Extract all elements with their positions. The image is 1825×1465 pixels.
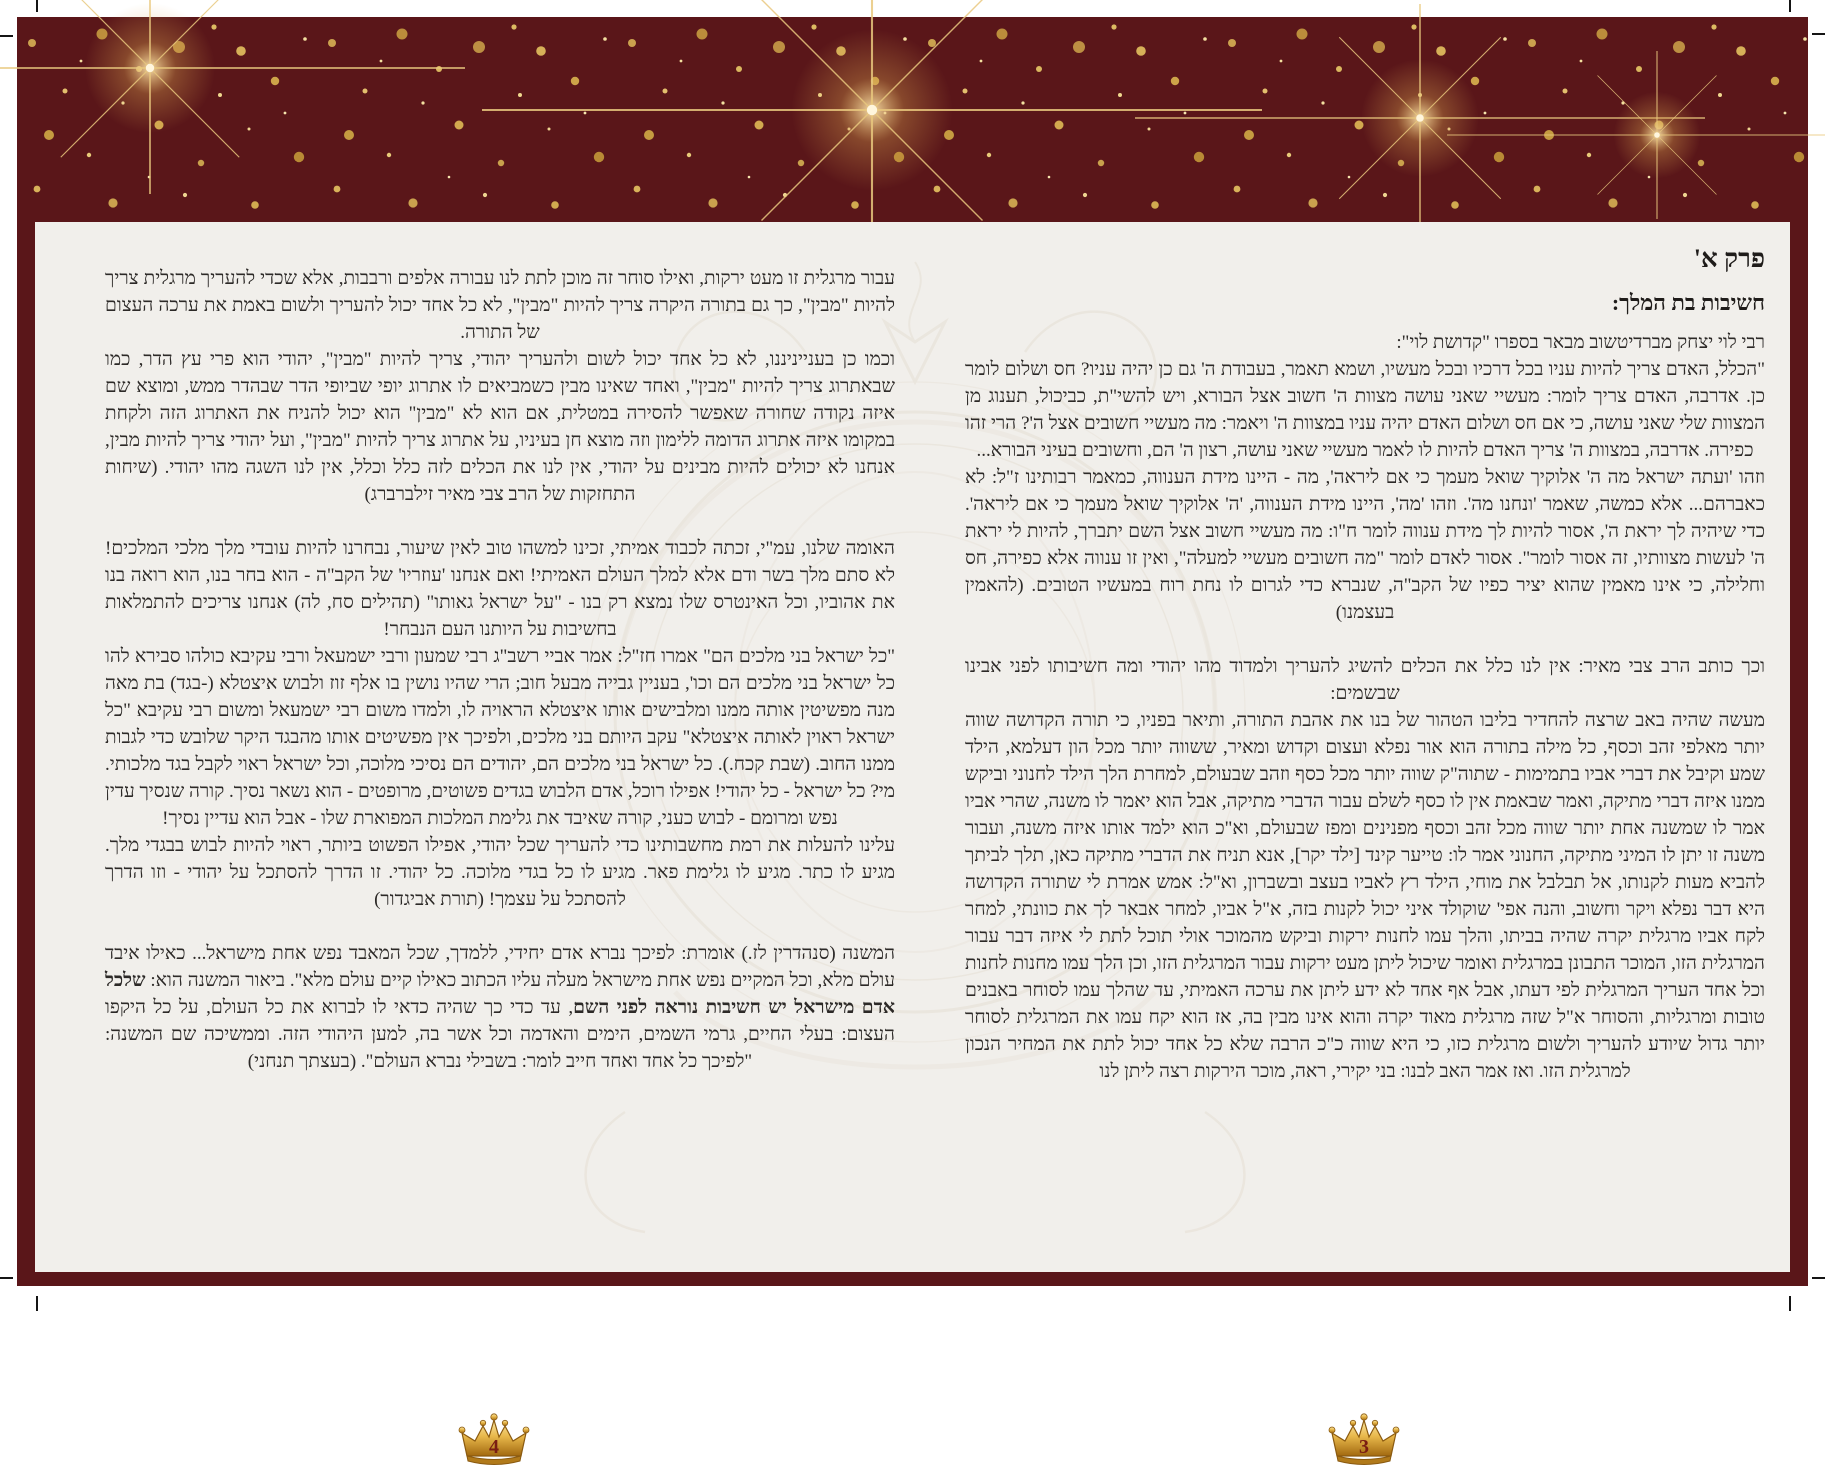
paragraph-toras-avigdor: עלינו להעלות את רמת מחשבותינו כדי להעריך שכל יהודי, אפילו הפשוט ביותר, ראוי להיות לבוש בבגדי מלך. מגיע לו כתר. מגיע לו גלימת פאר. מגיע לו כל בגדי מלוכה. כל יהודי. זו הדרך להסתכל על יהודי - וזו הדרך להסתכל על עצמך! (תורת אביגדור) [105,835,895,910]
gold-sparkle-band [17,17,1808,222]
page-4-text-column [105,265,895,1075]
crop-mark [0,1277,13,1279]
crop-mark [1812,1277,1825,1279]
page-3-text-column [965,243,1765,1085]
section-title: חשיבות בת המלך: [1611,290,1765,315]
mishna-text-regular: , עד כדי כך שהיה כדאי לו לברוא את כל העולם, על כל היקפו העצום: בעלי החיים, גרמי השמים, הימים והאדמה וכל אשר בה, למען היהודי הזה. וממשיכה שם המשנה: "לפיכך כל אחד ואחד חייב לומר: בשבילי נברא העולם". (בעצתך תנחני) [105,997,895,1072]
paragraph-pearl-story: מעשה שהיה באב שרצה להחדיר בליבו הטהור של בנו את אהבת התורה, ותיאר בפניו, כי תורה הקדושה שווה יותר מאלפי זהב וכסף, כל מילה בתורה הוא אור נפלא ועצום וקדוש ומאיר, ששווה יותר מכל הון דעלמא, הילד שמע וקיבל את דברי אביו בתמימות - שתוה"ק שווה יותר מכל כסף וזהב שבעולם, למחרת הלך הילד לחנוני וביקש ממנו איזה דברי מתיקה, ואמר שבאמת אין לו כסף לשלם עבור הדברי מתיקה, אבל הוא יאמר לו משנה, שהרי אביו אמר לו שמשנה אחת יותר שווה מכל זהב וכסף מפנינים ומפז שבעולם, וא"כ הוא ילמד אותו איזה משנה, ועבור משנה זו יתן לו המיני מתיקה, החנוני אמר לו: טייער קינד [ילד יקר], אנא תניח את הדברי מתיקה כאן, תלך לביתך להביא מעות לקנותו, אל תבלבל את מוחי, הילד רץ לאביו בעצב ובשברון, וא"ל: אמש אמרת לי שתורה הקדושה היא דבר נפלא ויקר וחשוב, והנה אפי' שוקולד איני יכול לקנות בזה, א"ל אביו, למחר אבאר לך את כוונתי, למחר לקח אביו מרגלית יקרה שהיה בביתו, והלך עמו לחנות ירקות וביקש מהמוכר אולי תוכל לתת לי איזה דבר עבור המרגלית הזו, המוכר התבונן במרגלית ואומר שיכול ליתן מעט ירקות עבור המרגלית הזו, וכן הלך עמו מחנות לחנות וכל אחד העריך המרגלית לפי דעתו, אבל אף אחד לא ידע ליתן את ערכה האמיתי, עד שהלך עמו לסוחר באבנים טובות ומרגליות, והסוחר א"ל שזה מרגלית מאוד יקרה והוא אינו מבין בה, אז הוא יקח עמו את המרגלית לסוחר יותר גדול שיודע להעריך ולשום מרגלית כזו, כי היא שווה כ"כ הרבה שלא כל אחד יכול לתת את המחיר הנכון למרגלית הזו. ואז אמר האב לבנו: בני יקירי, ראה, מוכר הירקות רצה ליתן לנו [965,710,1765,1082]
crop-mark [1789,1296,1791,1311]
crop-mark [36,1296,38,1311]
mishna-text-regular: המשנה (סנהדרין לז.) אומרת: לפיכך נברא אדם יחידי, ללמדך, שכל המאבד נפש אחת מישראל... כאילו איבד עולם מלא, וכל המקיים נפש אחת מישראל מעלה עליו הכתוב כאילו קיים עולם מלא". ביאור המשנה הוא: [105,943,895,991]
paragraph-mishna-sanhedrin [105,940,895,1075]
maroon-cover-background [17,17,1808,1458]
paragraph-veata-yisrael: וזהו 'ועתה ישראל מה ה' אלוקיך שואל מעמך כי אם ליראה', מה - היינו מידת הענווה, כמאמר רבותינו ז"ל: לא כאברהם... אלא כמשה, שאמר 'ונחנו מה'. וזהו 'מה', היינו מידת הענווה, 'ה' אלוקיך שואל מעמך כי אם ליראה'. כדי שיהיה לך יראת ה', אסור להיות לך מידת ענווה לומר ח"ו: מה מעשיי חשוב אצל השם יתברך, להיות לי יראת ה' לעשות מצוותיו, זה אסור לומר". אסור לאדם לומר "מה חשובים מעשיי למעלה", ואין זו ענווה אלא כפירה, חס וחלילה, כי אינו מאמין שהוא יציר כפיו של הקב"ה, שנברא כדי לגרום לו נחת רוח במעשיו הטובים. (להאמין בעצמנו) [965,467,1765,623]
crop-mark [1812,33,1825,35]
page-number: 4 [489,1436,499,1458]
paragraph-pearl-story-continued: עבור מרגלית זו מעט ירקות, ואילו סוחר זה מוכן לתת לנו עבורה אלפים ורבבות, אלא שכדי להעריך מרגלית צריך להיות "מבין", כך גם בתורה היקרה צריך להיות "מבין", לא כל אחד יכול להעריך ולשום באמת את ערכה העצום של התורה. [105,268,895,343]
paragraph-source-intro: רבי לוי יצחק מברדיטשוב מבאר בספרו "קדושת לוי": [1396,332,1765,353]
crown-icon-page-3 [1325,1411,1403,1465]
paragraph-kedushas-levi-quote: "הכלל, האדם צריך להיות עניו בכל דרכיו ובכל מעשיו, ושמא תאמר, בעבודת ה' גם כן יהיה עניו? חס ושלום לומר כן. אדרבה, האדם צריך לומר: מעשיי שאני עושה מצוות ה' חשוב אצל הבורא, ויש להשי"ת, כביכול, תענוג מן המצוות שלי שאני עושה, כי אם חס ושלום האדם יהיה עניו במצוות ה' ויאמר: מה מעשיי חשובים אצל ה'? הרי זהו כפירה. אדרבה, במצוות ה' צריך האדם להיות לו לאמר מעשיי שאני עושה, רצון ה' הם, וחשובים בעיני הבורא... [965,359,1765,461]
chapter-title: פרק א' [1693,244,1765,273]
paragraph-chosen-nation: האומה שלנו, עמ"י, זכתה לכבוד אמיתי, זכינו למשהו טוב לאין שיעור, נבחרנו להיות עובדי מלך מלכי המלכים! לא סתם מלך בשר ודם אלא למלך העולם האמיתי! ואם אנחנו 'עוזריו' של הקב"ה - הוא בחר בנו, הוא רואה בנו את אהוביו, וכל האינטרס שלו נמצא רק בנו - "על ישראל גאותו" (תהילים סח, לה) אנחנו צריכים להתמלאות בחשיבות על היותנו העם הנבחר! [105,538,895,640]
crown-icon-page-4 [455,1411,533,1465]
mishna-text-bold: שלכל אדם מישראל יש חשיבות נוראה לפני השם [105,970,895,1018]
crop-mark [1789,0,1791,12]
page-number: 3 [1359,1436,1369,1458]
crop-mark [36,0,38,12]
page-spread-paper [35,222,1790,1458]
paragraph-bnei-melachim: "כל ישראל בני מלכים הם" אמרו חז"ל: אמר אביי רשב"ג רבי שמעון ורבי ישמעאל ורבי עקיבא כולהו סבירא להו כל ישראל בני מלכים הם וכו', בעניין גבייה מבעל חוב; הרי שהיו נושין בו אלף זוז ולבוש איצטלא (-בגד) בת מאה מנה מפשיטין אותה ממנו ומלבישים אותו איצטלא הראויה לו, ולמדו משום רבי ישמעאל ומשום רבי עקיבא "כל ישראל ראוין לאותה איצטלא" עקב היותם בני מלכים, ולפיכך אין מפשיטים אותו מהבגד היקר שלובש כדי לגבות ממנו החוב. (שבת קכח.). כל ישראל בני מלכים הם, יהודים הם נסיכי מלוכה, וכל ישראל ראוי לקבל בגד מלכותי. מי? כל ישראל - כל יהודי! אפילו רוכל, אדם הלבוש בגדים פשוטים, מרופטים - הוא נשאר נסיך. קורה שנסיך עדין נפש ומרומם - לבוש כעני, קורה שאיבד את גלימת המלכות המפוארת שלו - אבל הוא עדיין נסיך! [105,646,895,829]
paragraph-rav-tzvi-meir-intro: וכך כותב הרב צבי מאיר: אין לנו כלל את הכלים להשיג להעריך ולמדוד מהו יהודי ומה חשיבותו לפני אבינו שבשמים: [965,656,1765,704]
paragraph-esrog-maven: וכמו כן בענייניננו, לא כל אחד יכול לשום ולהעריך יהודי, צריך להיות "מבין", יהודי הוא פרי עץ הדר, כמו שבאתרוג צריך להיות "מבין", ואחד שאינו מבין כשמביאים לו אתרוג יופי שביופי הדר שבהדר ממש, ומוצא שם איזה נקודה שחורה שאפשר להסירה במטלית, אם הוא לא "מבין" הוא יכול להניח את האתרוג הזה ולקחת במקומו איזה אתרוג הדומה ללימון וזה מוצא חן בעיניו, על אתרוג צריך להיות "מבין", ועל יהודי צריך להיות מבין, אנחנו לא יכולים להיות מבינים על יהודי, אין לנו את הכלים לזה כלל וכלל, אין לנו השגה מהו יהודי. (שיחות התחזקות של הרב צבי מאיר זילברברג) [105,349,895,505]
crop-mark [0,35,13,37]
